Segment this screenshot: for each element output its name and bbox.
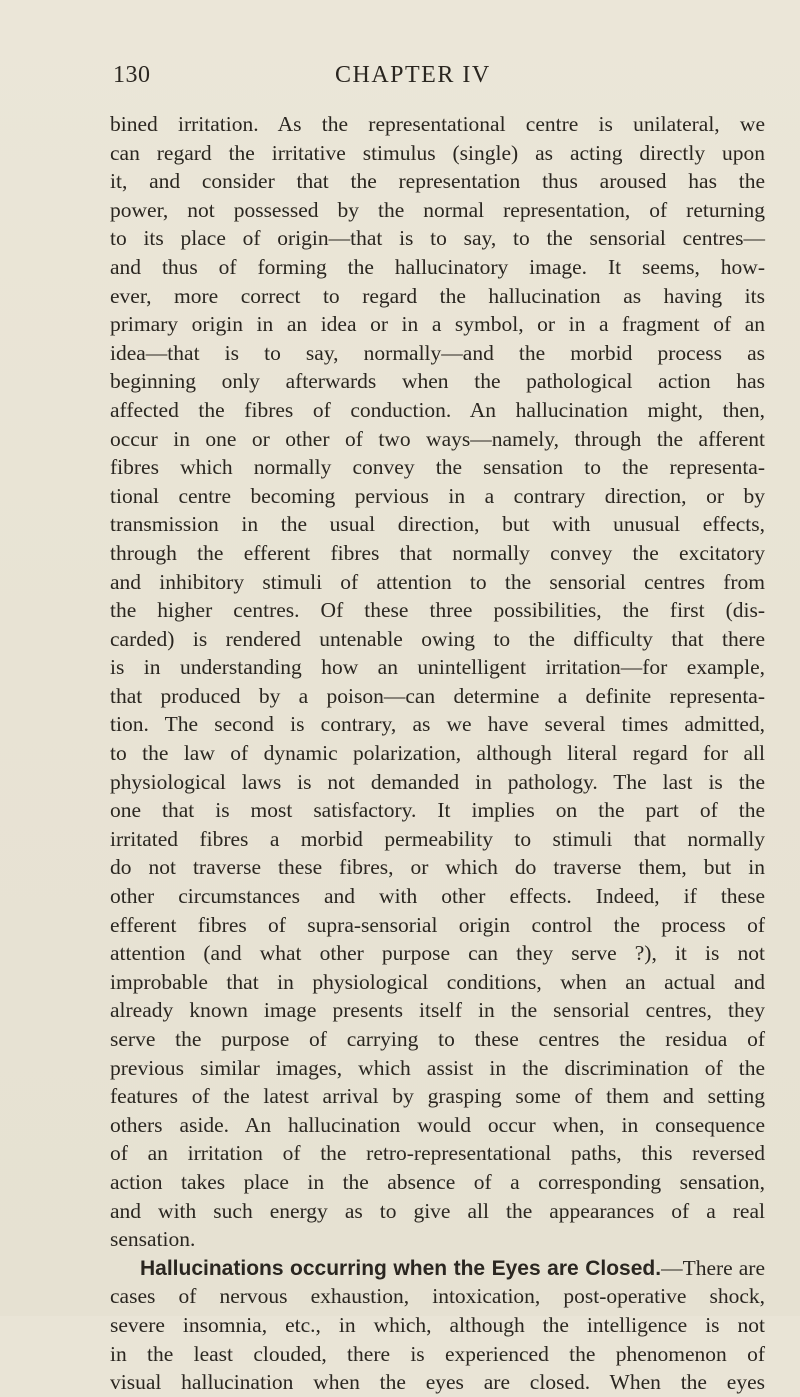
text-line: occur in one or other of two ways—namely, through the afferent — [110, 426, 765, 451]
text-line: bined irritation. As the representational centre is unilateral, we — [110, 112, 765, 136]
text-line: through the efferent fibres that normally convey the excitatory — [110, 540, 765, 565]
text-line: is in understanding how an unintelligent irritation—for example, — [110, 655, 765, 680]
text-line: others aside. An hallucination would occur when, in consequence — [110, 1112, 765, 1137]
page-number: 130 — [113, 62, 151, 88]
text-line: it, and consider that the representation thus aroused has the — [110, 169, 765, 194]
body-text — [110, 110, 765, 1397]
text-line: severe insomnia, etc., in which, although the intelligence is not — [110, 1312, 765, 1337]
text-line: physiological laws is not demanded in pathology. The last is the — [110, 769, 765, 794]
text-line: in the least clouded, there is experienced the phenomenon of — [110, 1341, 765, 1366]
text-line: the higher centres. Of these three possibilities, the first (dis- — [110, 598, 765, 623]
text-line: irritated fibres a morbid permeability to stimuli that normally — [110, 826, 765, 851]
text-line: power, not possessed by the normal representation, of returning — [110, 197, 765, 222]
paragraph-1 — [110, 110, 765, 1254]
text-line: and with such energy as to give all the appearances of a real — [110, 1198, 765, 1223]
running-head: CHAPTER IV — [335, 62, 491, 88]
text-line: cases of nervous exhaustion, intoxication, post-operative shock, — [110, 1284, 765, 1309]
text-line: other circumstances and with other effects. Indeed, if these — [110, 884, 765, 909]
text-line: primary origin in an idea or in a symbol, or in a fragment of an — [110, 312, 765, 337]
text-line: of an irritation of the retro-representational paths, this reversed — [110, 1141, 765, 1166]
text-line: efferent fibres of supra-sensorial origin control the process of — [110, 912, 765, 937]
text-line: do not traverse these fibres, or which do traverse them, but in — [110, 855, 765, 880]
text-line: ever, more correct to regard the hallucination as having its — [110, 283, 765, 308]
text-line: attention (and what other purpose can they serve ?), it is not — [110, 941, 765, 966]
text-line: affected the fibres of conduction. An hallucination might, then, — [110, 397, 765, 422]
page-header — [0, 62, 800, 102]
text-line: features of the latest arrival by grasping some of them and setting — [110, 1084, 765, 1109]
text-line: serve the purpose of carrying to these centres the residua of — [110, 1027, 765, 1051]
text-line: visual hallucination when the eyes are closed. When the eyes — [110, 1370, 765, 1395]
section-heading-line — [110, 1254, 765, 1283]
section-heading: Hallucinations occurring when the Eyes are Closed. — [140, 1256, 662, 1280]
text-line: that produced by a poison—can determine a definite representa- — [110, 683, 765, 708]
heading-continuation: —There are — [661, 1255, 765, 1280]
text-line: sensation. — [110, 1227, 196, 1252]
text-line: carded) is rendered untenable owing to the difficulty that there — [110, 626, 765, 651]
text-line: tion. The second is contrary, as we have several times admitted, — [110, 712, 765, 737]
text-line: transmission in the usual direction, but with unusual effects, — [110, 512, 765, 537]
text-line: and inhibitory stimuli of attention to the sensorial centres from — [110, 569, 765, 594]
paragraph-2 — [110, 1254, 765, 1397]
text-line: one that is most satisfactory. It implies on the part of the — [110, 798, 765, 823]
text-line: tional centre becoming pervious in a contrary direction, or by — [110, 483, 765, 508]
text-line: to the law of dynamic polarization, although literal regard for all — [110, 741, 765, 766]
text-line: beginning only afterwards when the pathological action has — [110, 369, 765, 394]
text-line: idea—that is to say, normally—and the morbid process as — [110, 340, 765, 365]
text-line: can regard the irritative stimulus (single) as acting directly upon — [110, 140, 765, 165]
text-line: action takes place in the absence of a corresponding sensation, — [110, 1169, 765, 1194]
text-line: and thus of forming the hallucinatory image. It seems, how- — [110, 254, 765, 279]
text-line: previous similar images, which assist in the discrimination of the — [110, 1055, 765, 1080]
text-line: fibres which normally convey the sensation to the representa- — [110, 455, 765, 480]
text-line: improbable that in physiological conditions, when an actual and — [110, 969, 765, 994]
text-line: to its place of origin—that is to say, to the sensorial centres— — [110, 226, 765, 251]
text-line: already known image presents itself in the sensorial centres, they — [110, 998, 765, 1023]
